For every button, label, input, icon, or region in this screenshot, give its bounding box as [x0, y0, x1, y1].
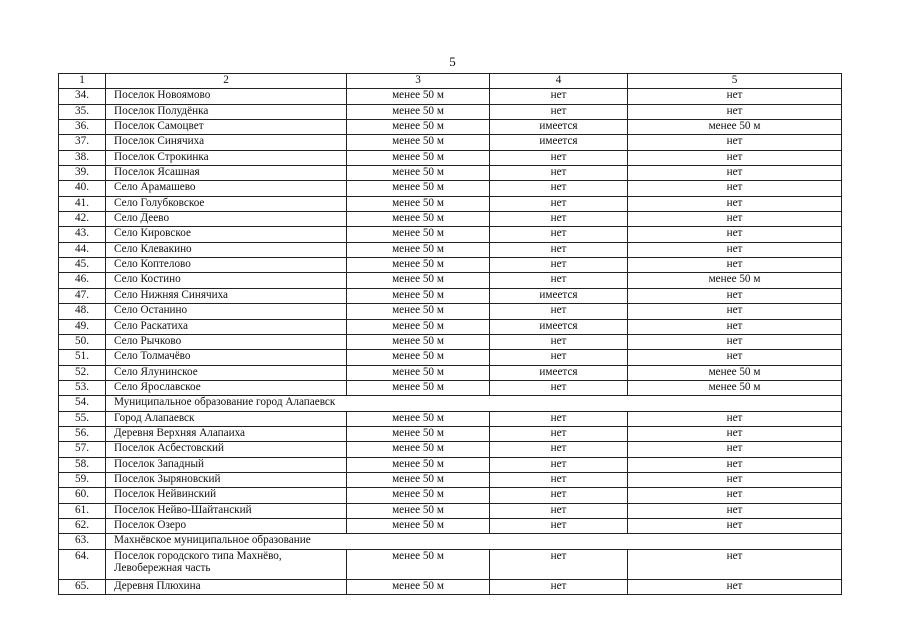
availability-cell: нет — [490, 411, 628, 426]
table-row — [59, 488, 842, 503]
distance-cell: менее 50 м — [347, 150, 490, 165]
settlement-name: Село Останино — [106, 304, 347, 319]
distance-cell-2: нет — [628, 166, 842, 181]
row-number: 59. — [59, 472, 106, 487]
distance-cell-2: нет — [628, 242, 842, 257]
table-row — [59, 426, 842, 441]
table-row — [59, 579, 842, 594]
row-number: 47. — [59, 288, 106, 303]
column-header: 1 — [59, 74, 106, 89]
settlement-name: Деревня Плюхина — [106, 579, 347, 594]
settlement-name: Поселок Озеро — [106, 518, 347, 533]
distance-cell: менее 50 м — [347, 549, 490, 579]
availability-cell: нет — [490, 472, 628, 487]
table-row — [59, 319, 842, 334]
settlement-name: Город Алапаевск — [106, 411, 347, 426]
settlement-name: Село Ялунинское — [106, 365, 347, 380]
settlement-name: Село Раскатиха — [106, 319, 347, 334]
distance-cell-2: менее 50 м — [628, 273, 842, 288]
settlement-name: Село Рычково — [106, 334, 347, 349]
row-number: 41. — [59, 196, 106, 211]
settlement-name: Деревня Верхняя Алапаиха — [106, 426, 347, 441]
availability-cell: имеется — [490, 319, 628, 334]
distance-cell: менее 50 м — [347, 227, 490, 242]
availability-cell: нет — [490, 380, 628, 395]
distance-cell: менее 50 м — [347, 350, 490, 365]
distance-cell-2: нет — [628, 135, 842, 150]
table-row — [59, 104, 842, 119]
table-row — [59, 288, 842, 303]
availability-cell: нет — [490, 457, 628, 472]
row-number: 61. — [59, 503, 106, 518]
table-row — [59, 212, 842, 227]
distance-cell-2: менее 50 м — [628, 380, 842, 395]
column-header: 3 — [347, 74, 490, 89]
row-number: 51. — [59, 350, 106, 365]
row-number: 35. — [59, 104, 106, 119]
availability-cell: нет — [490, 518, 628, 533]
table-row — [59, 442, 842, 457]
column-header: 5 — [628, 74, 842, 89]
distance-cell: менее 50 м — [347, 579, 490, 594]
row-number: 39. — [59, 166, 106, 181]
settlement-name: Поселок Нейвинский — [106, 488, 347, 503]
table-row — [59, 503, 842, 518]
row-number: 48. — [59, 304, 106, 319]
distance-cell-2: нет — [628, 518, 842, 533]
distance-cell: менее 50 м — [347, 503, 490, 518]
distance-cell: менее 50 м — [347, 120, 490, 135]
distance-cell: менее 50 м — [347, 196, 490, 211]
table-row — [59, 227, 842, 242]
row-number: 62. — [59, 518, 106, 533]
table-row — [59, 120, 842, 135]
table-row — [59, 365, 842, 380]
settlements-table — [58, 73, 842, 595]
column-header: 2 — [106, 74, 347, 89]
table-row — [59, 273, 842, 288]
distance-cell: менее 50 м — [347, 334, 490, 349]
availability-cell: нет — [490, 227, 628, 242]
settlement-name: Село Клевакино — [106, 242, 347, 257]
row-number: 56. — [59, 426, 106, 441]
row-number: 54. — [59, 396, 106, 411]
distance-cell: менее 50 м — [347, 181, 490, 196]
settlement-name: Поселок Синячиха — [106, 135, 347, 150]
availability-cell: нет — [490, 442, 628, 457]
distance-cell: менее 50 м — [347, 442, 490, 457]
distance-cell: менее 50 м — [347, 380, 490, 395]
settlement-name: Поселок Асбестовский — [106, 442, 347, 457]
row-number: 34. — [59, 89, 106, 104]
availability-cell: нет — [490, 196, 628, 211]
availability-cell: имеется — [490, 365, 628, 380]
table-row — [59, 518, 842, 533]
availability-cell: нет — [490, 304, 628, 319]
distance-cell-2: нет — [628, 488, 842, 503]
availability-cell: нет — [490, 426, 628, 441]
table-row — [59, 242, 842, 257]
availability-cell: нет — [490, 579, 628, 594]
distance-cell-2: нет — [628, 334, 842, 349]
distance-cell-2: нет — [628, 442, 842, 457]
distance-cell: менее 50 м — [347, 426, 490, 441]
availability-cell: имеется — [490, 288, 628, 303]
settlement-name: Село Кировское — [106, 227, 347, 242]
distance-cell: менее 50 м — [347, 89, 490, 104]
row-number: 52. — [59, 365, 106, 380]
settlement-name: Поселок городского типа Махнёво, Левобережная часть — [106, 549, 347, 579]
settlement-name: Поселок Строкинка — [106, 150, 347, 165]
distance-cell-2: менее 50 м — [628, 120, 842, 135]
distance-cell-2: нет — [628, 227, 842, 242]
distance-cell: менее 50 м — [347, 242, 490, 257]
distance-cell-2: нет — [628, 104, 842, 119]
page-number: 5 — [449, 54, 456, 69]
table-row — [59, 549, 842, 579]
distance-cell: менее 50 м — [347, 319, 490, 334]
distance-cell: менее 50 м — [347, 166, 490, 181]
distance-cell-2: нет — [628, 212, 842, 227]
availability-cell: нет — [490, 181, 628, 196]
distance-cell-2: нет — [628, 150, 842, 165]
row-number: 58. — [59, 457, 106, 472]
distance-cell-2: менее 50 м — [628, 365, 842, 380]
distance-cell: менее 50 м — [347, 457, 490, 472]
availability-cell: нет — [490, 350, 628, 365]
row-number: 57. — [59, 442, 106, 457]
settlement-name: Поселок Новоямово — [106, 89, 347, 104]
row-number: 49. — [59, 319, 106, 334]
settlement-name: Село Деево — [106, 212, 347, 227]
distance-cell: менее 50 м — [347, 488, 490, 503]
table-row — [59, 89, 842, 104]
distance-cell: менее 50 м — [347, 304, 490, 319]
availability-cell: нет — [490, 488, 628, 503]
section-title: Муниципальное образование город Алапаевск — [106, 396, 842, 411]
distance-cell-2: нет — [628, 503, 842, 518]
availability-cell: нет — [490, 212, 628, 227]
distance-cell: менее 50 м — [347, 104, 490, 119]
row-number: 64. — [59, 549, 106, 579]
settlement-name: Село Нижняя Синячиха — [106, 288, 347, 303]
distance-cell: менее 50 м — [347, 411, 490, 426]
distance-cell-2: нет — [628, 549, 842, 579]
distance-cell: менее 50 м — [347, 288, 490, 303]
row-number: 55. — [59, 411, 106, 426]
distance-cell: менее 50 м — [347, 472, 490, 487]
distance-cell: менее 50 м — [347, 518, 490, 533]
availability-cell: нет — [490, 334, 628, 349]
table-row — [59, 181, 842, 196]
table-row — [59, 150, 842, 165]
distance-cell: менее 50 м — [347, 258, 490, 273]
table-row — [59, 135, 842, 150]
row-number: 46. — [59, 273, 106, 288]
row-number: 53. — [59, 380, 106, 395]
distance-cell-2: нет — [628, 472, 842, 487]
availability-cell: нет — [490, 242, 628, 257]
table-row — [59, 380, 842, 395]
availability-cell: нет — [490, 273, 628, 288]
row-number: 37. — [59, 135, 106, 150]
distance-cell: менее 50 м — [347, 212, 490, 227]
settlement-name: Село Толмачёво — [106, 350, 347, 365]
distance-cell: менее 50 м — [347, 135, 490, 150]
row-number: 65. — [59, 579, 106, 594]
row-number: 44. — [59, 242, 106, 257]
row-number: 50. — [59, 334, 106, 349]
settlement-name: Село Ярославское — [106, 380, 347, 395]
distance-cell-2: нет — [628, 181, 842, 196]
distance-cell-2: нет — [628, 258, 842, 273]
distance-cell-2: нет — [628, 89, 842, 104]
availability-cell: нет — [490, 503, 628, 518]
row-number: 36. — [59, 120, 106, 135]
row-number: 43. — [59, 227, 106, 242]
distance-cell-2: нет — [628, 411, 842, 426]
row-number: 40. — [59, 181, 106, 196]
settlement-name: Село Голубковское — [106, 196, 347, 211]
row-number: 42. — [59, 212, 106, 227]
row-number: 63. — [59, 534, 106, 549]
settlement-name: Поселок Зыряновский — [106, 472, 347, 487]
row-number: 38. — [59, 150, 106, 165]
section-row — [59, 534, 842, 549]
table-row — [59, 457, 842, 472]
distance-cell-2: нет — [628, 426, 842, 441]
row-number: 45. — [59, 258, 106, 273]
table-row — [59, 166, 842, 181]
availability-cell: нет — [490, 89, 628, 104]
availability-cell: имеется — [490, 135, 628, 150]
settlement-name: Поселок Самоцвет — [106, 120, 347, 135]
availability-cell: нет — [490, 166, 628, 181]
table-row — [59, 196, 842, 211]
column-header: 4 — [490, 74, 628, 89]
distance-cell-2: нет — [628, 457, 842, 472]
distance-cell: менее 50 м — [347, 273, 490, 288]
table-row — [59, 304, 842, 319]
section-row — [59, 396, 842, 411]
availability-cell: нет — [490, 104, 628, 119]
header-row — [59, 74, 842, 89]
settlement-name: Село Арамашево — [106, 181, 347, 196]
distance-cell-2: нет — [628, 579, 842, 594]
availability-cell: нет — [490, 150, 628, 165]
distance-cell-2: нет — [628, 304, 842, 319]
settlement-name: Поселок Нейво-Шайтанский — [106, 503, 347, 518]
settlement-name: Поселок Западный — [106, 457, 347, 472]
table-row — [59, 350, 842, 365]
table-row — [59, 334, 842, 349]
availability-cell: нет — [490, 258, 628, 273]
table-row — [59, 472, 842, 487]
settlement-name: Поселок Ясашная — [106, 166, 347, 181]
section-title: Махнёвское муниципальное образование — [106, 534, 842, 549]
distance-cell-2: нет — [628, 288, 842, 303]
row-number: 60. — [59, 488, 106, 503]
distance-cell: менее 50 м — [347, 365, 490, 380]
table-row — [59, 411, 842, 426]
table-row — [59, 258, 842, 273]
settlement-name: Поселок Полудёнка — [106, 104, 347, 119]
distance-cell-2: нет — [628, 350, 842, 365]
settlement-name: Село Костино — [106, 273, 347, 288]
distance-cell-2: нет — [628, 319, 842, 334]
availability-cell: нет — [490, 549, 628, 579]
availability-cell: имеется — [490, 120, 628, 135]
settlement-name: Село Коптелово — [106, 258, 347, 273]
distance-cell-2: нет — [628, 196, 842, 211]
